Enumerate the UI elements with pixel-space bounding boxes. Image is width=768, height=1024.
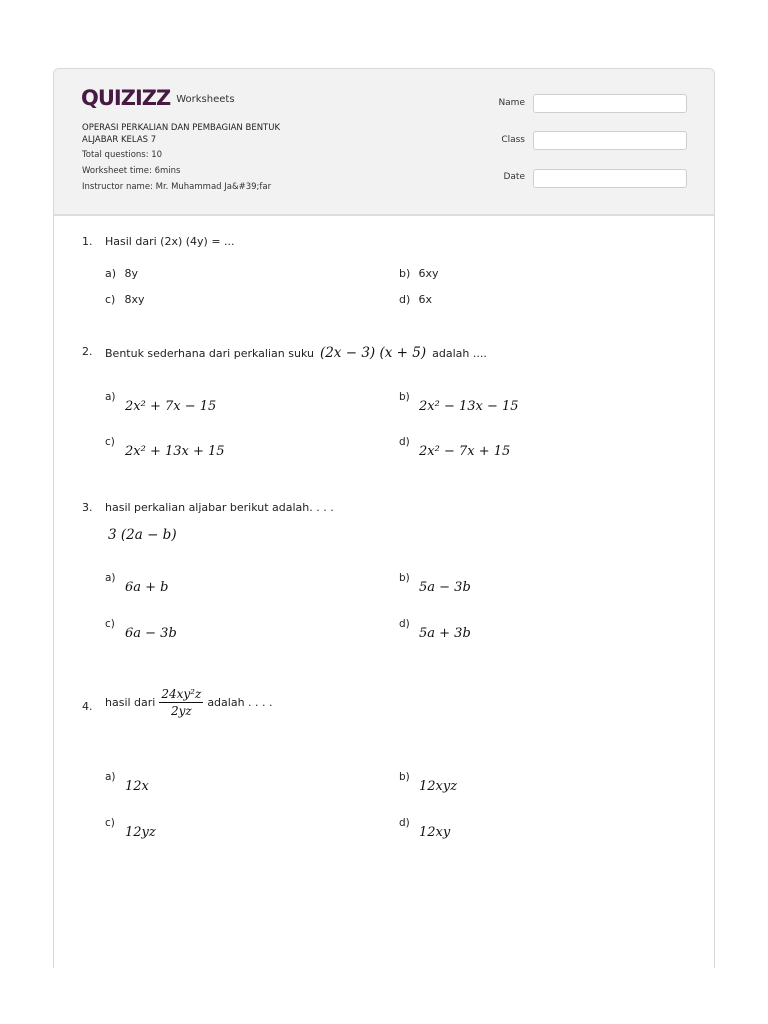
question-3: [82, 501, 682, 525]
logo-mark: QUIZIZZ: [81, 86, 171, 110]
question-number: 2.: [82, 345, 93, 358]
worksheet-title: OPERASI PERKALIAN DAN PEMBAGIAN BENTUK ALJABAR KELAS 7: [82, 123, 281, 145]
question-number: 3.: [82, 501, 93, 514]
name-label: Name: [498, 98, 525, 108]
option-1c[interactable]: [105, 293, 145, 306]
question-1: [82, 235, 682, 315]
option-label: a): [105, 267, 117, 280]
option-label: c): [105, 293, 116, 306]
question-2: [82, 345, 682, 369]
option-text: 6x: [418, 293, 433, 306]
option-label: a): [105, 771, 116, 783]
option-math: 5a + 3b: [419, 626, 471, 641]
total-questions: Total questions: 10: [82, 150, 163, 160]
option-math: 12x: [125, 779, 149, 794]
option-text: 8y: [124, 267, 139, 280]
option-label: d): [399, 436, 410, 448]
option-math: 5a − 3b: [419, 580, 471, 595]
option-1a[interactable]: [105, 267, 138, 280]
option-1d[interactable]: [399, 293, 432, 306]
class-label: Class: [501, 135, 525, 145]
question-number: 1.: [82, 235, 93, 248]
option-math: 2x² − 13x − 15: [419, 399, 519, 414]
option-text: 6xy: [418, 267, 439, 280]
fraction-numerator: 24xy²z: [161, 687, 202, 701]
class-field[interactable]: [533, 131, 687, 150]
option-label: d): [399, 817, 410, 829]
question-text-before: hasil dari: [105, 696, 156, 709]
option-1b[interactable]: [399, 267, 439, 280]
worksheet-header: [54, 69, 714, 216]
option-math: 6a − 3b: [125, 626, 177, 641]
question-math: (2x − 3) (x + 5): [319, 345, 427, 361]
question-number: 4.: [82, 700, 93, 713]
option-label: b): [399, 267, 411, 280]
question-3-math: 3 (2a − b): [108, 527, 177, 543]
logo-subtitle: Worksheets: [176, 93, 235, 105]
option-math: 2x² + 13x + 15: [125, 444, 225, 459]
worksheet-time: Worksheet time: 6mins: [82, 166, 181, 176]
option-label: c): [105, 618, 115, 630]
instructor-name: Instructor name: Mr. Muhammad Ja&#39;far: [82, 182, 272, 192]
question-text-before: Bentuk sederhana dari perkalian suku: [105, 346, 314, 360]
option-label: c): [105, 817, 115, 829]
quizizz-logo: [81, 86, 235, 110]
option-label: d): [399, 618, 410, 630]
date-field[interactable]: [533, 169, 687, 188]
option-math: 12xy: [419, 825, 451, 840]
option-label: d): [399, 293, 411, 306]
worksheet: [53, 68, 715, 968]
question-text: hasil perkalian aljabar berikut adalah. . . .: [105, 501, 334, 514]
option-math: 12xyz: [419, 779, 458, 794]
question-text-after: adalah . . . .: [207, 696, 273, 709]
option-label: b): [399, 771, 410, 783]
question-text: Hasil dari (2x) (4y) = ...: [105, 235, 235, 248]
option-label: a): [105, 391, 116, 403]
question-text: [105, 687, 273, 718]
fraction-denominator: 2yz: [170, 704, 192, 718]
option-label: b): [399, 572, 410, 584]
option-label: b): [399, 391, 410, 403]
question-4: [82, 687, 682, 727]
option-math: 12yz: [125, 825, 156, 840]
option-text: 8xy: [124, 293, 145, 306]
option-math: 2x² − 7x + 15: [419, 444, 511, 459]
date-label: Date: [503, 172, 525, 182]
question-fraction: [159, 687, 203, 718]
option-math: 2x² + 7x − 15: [125, 399, 217, 414]
question-text: [105, 345, 487, 361]
name-field[interactable]: [533, 94, 687, 113]
option-label: c): [105, 436, 115, 448]
option-math: 6a + b: [125, 580, 169, 595]
question-text-after: adalah ....: [432, 346, 487, 360]
option-label: a): [105, 572, 116, 584]
